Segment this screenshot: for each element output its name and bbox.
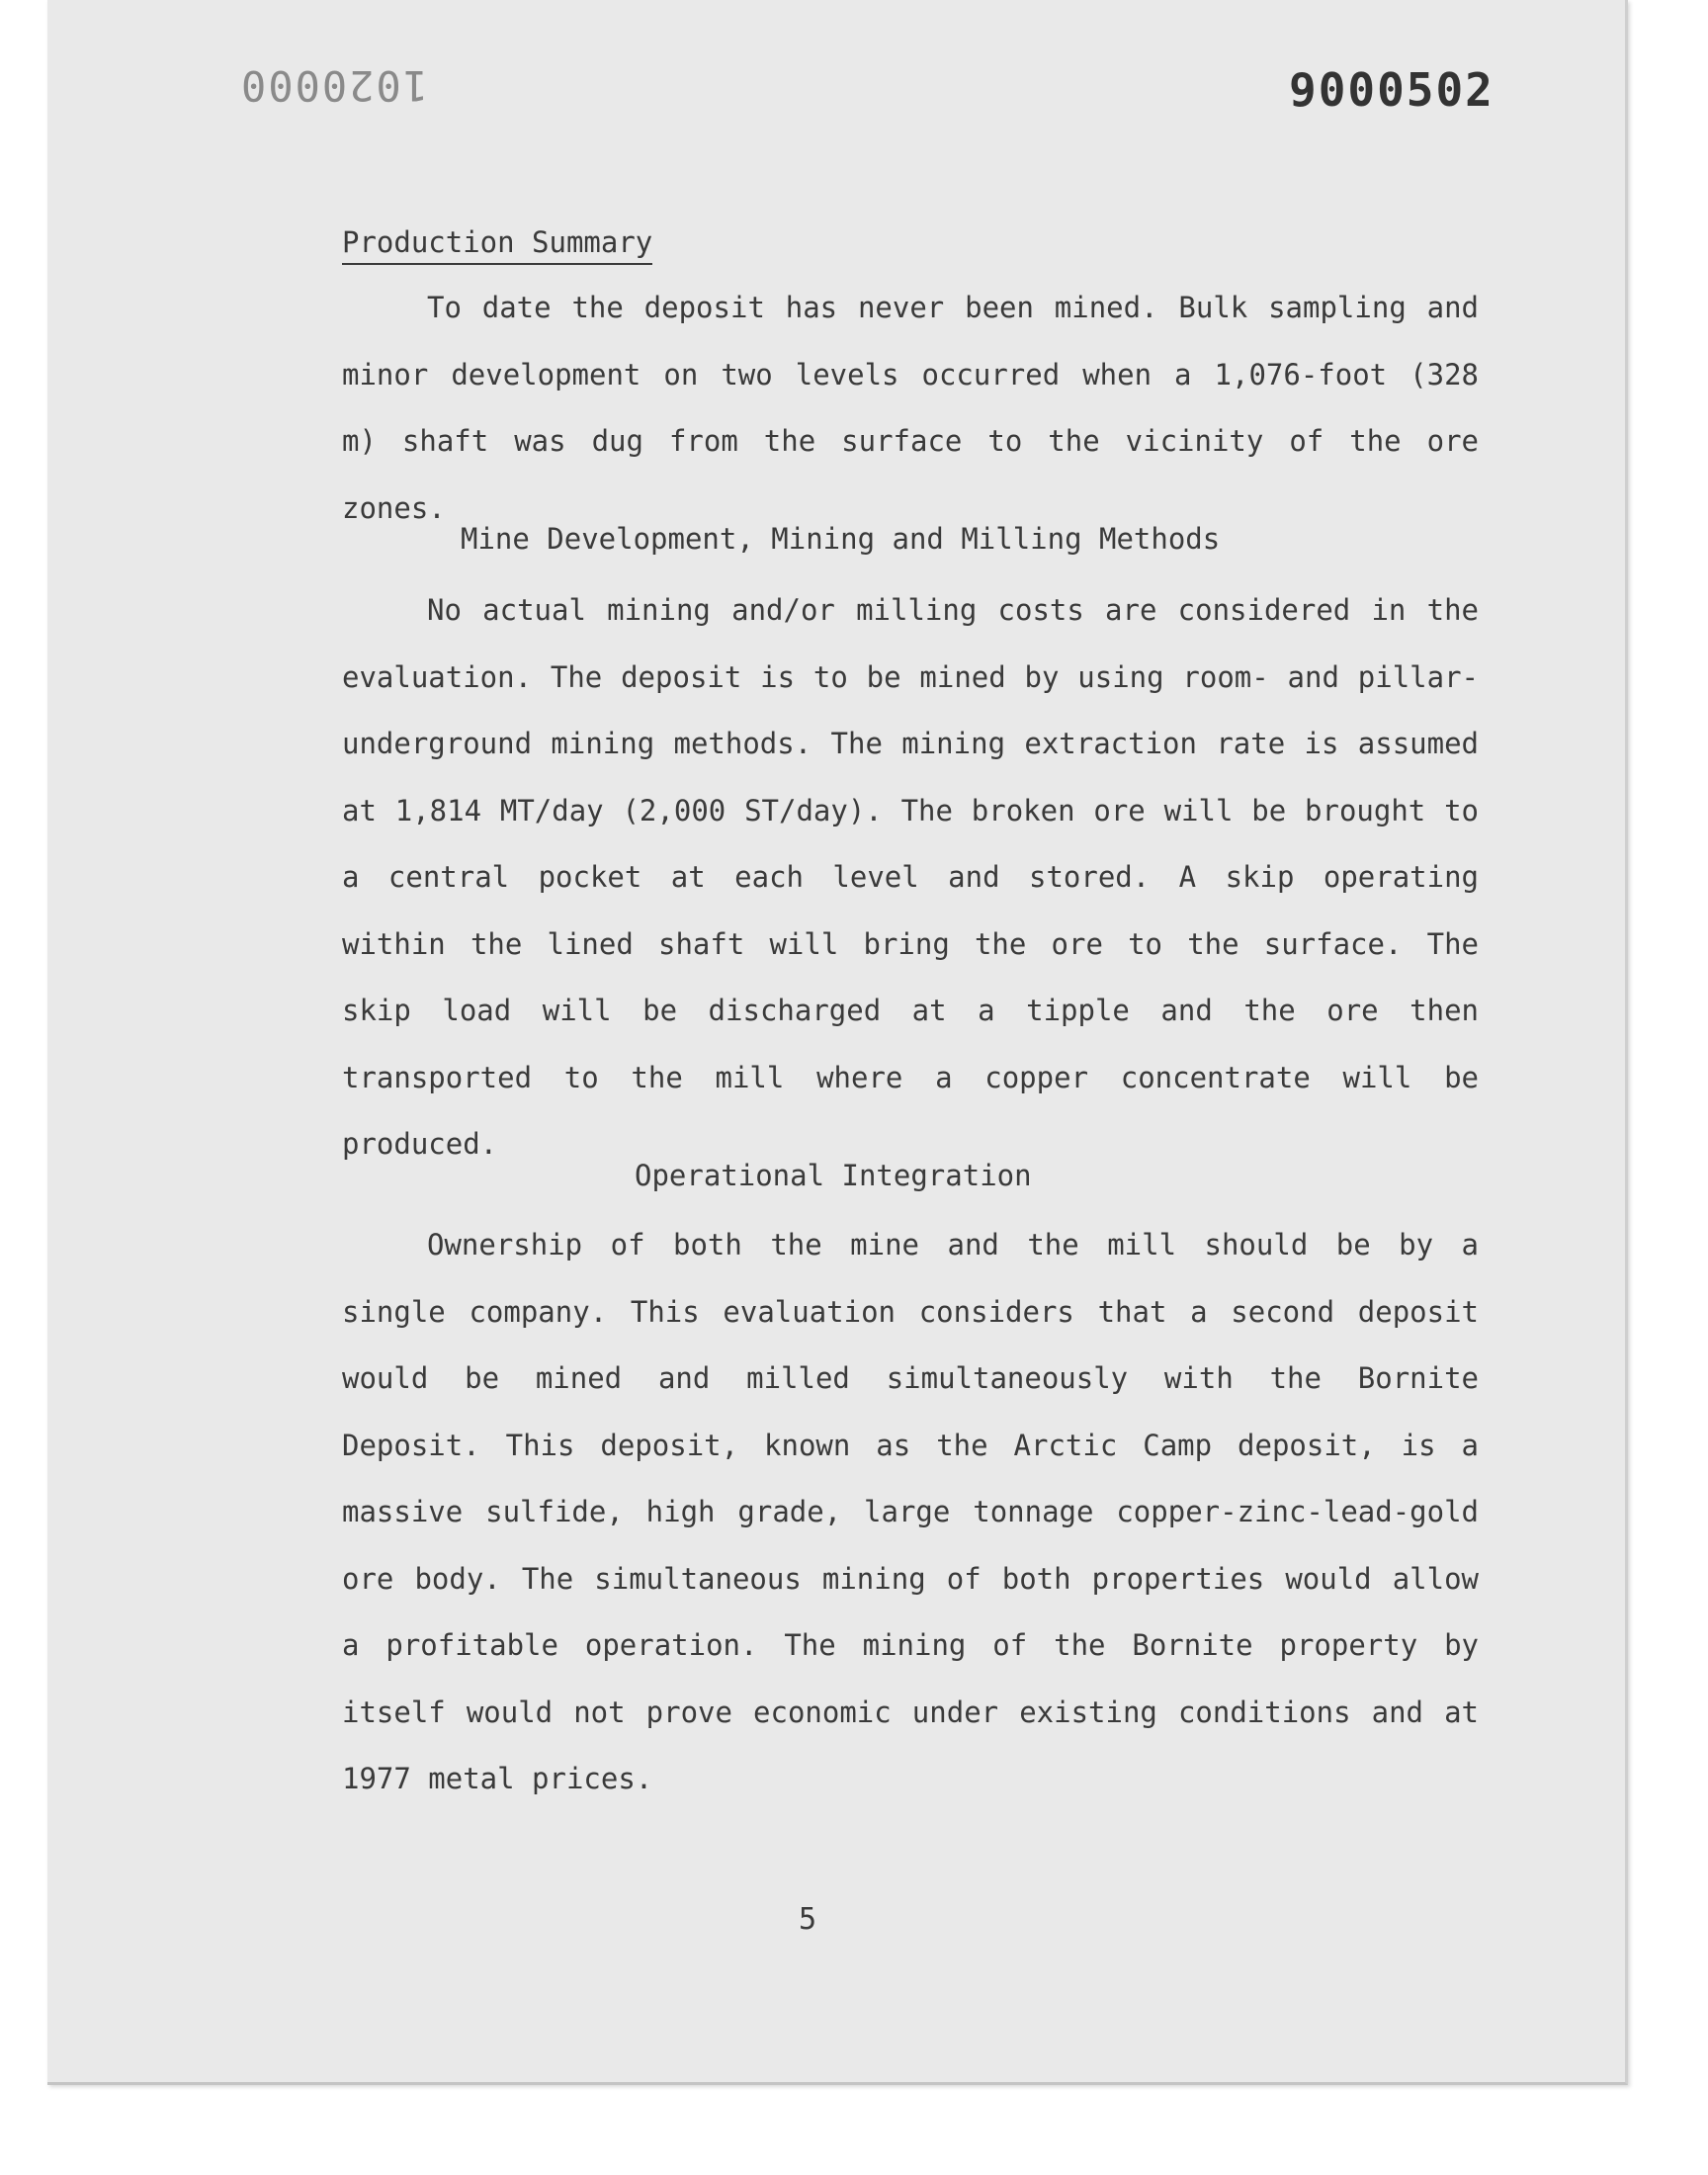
paragraph-operational-integration: Ownership of both the mine and the mill should be by a single company. This evaluation considers that a second deposit would be mined and milled simultaneously with the Bornite Deposit. This deposit, known as the Arctic Camp deposit, is a massive sulfide, high grade, large tonnage copper-zinc-lead-gold ore body. The simultaneous mining of both properties would allow a profitable operation. The mining of the Bornite property by itself would not prove economic under existing conditions and at 1977 metal prices. bbox=[342, 1228, 1479, 1795]
paragraph-production-summary: To date the deposit has never been mined. Bulk sampling and minor development on two levels occurred when a 1,076-foot (328 m) shaft was dug from the surface to the vicinity of the ore zones. bbox=[342, 291, 1479, 525]
section-heading-production-summary: Production Summary bbox=[342, 225, 652, 265]
section-title-mine-development: Mine Development, Mining and Milling Methods bbox=[461, 522, 1221, 556]
section-title-operational-integration: Operational Integration bbox=[635, 1159, 1032, 1192]
page-number: 5 bbox=[799, 1902, 817, 1937]
paragraph-mine-development: No actual mining and/or milling costs are considered in the evaluation. The deposit is to be mined by using room- and pillar-underground mining methods. The mining extraction rate is assumed at 1,814 MT/day (2,000 ST/day). The broken ore will be brought to a central pocket at each level and stored. A skip operating within the lined shaft will bring the ore to the surface. The skip load will be discharged at a tipple and the ore then transported to the mill where a copper concentrate will be produced. bbox=[342, 593, 1479, 1161]
document-number-stamp: 9000502 bbox=[1289, 63, 1494, 117]
document-number-stamp-faint: 1020000 bbox=[239, 61, 429, 110]
